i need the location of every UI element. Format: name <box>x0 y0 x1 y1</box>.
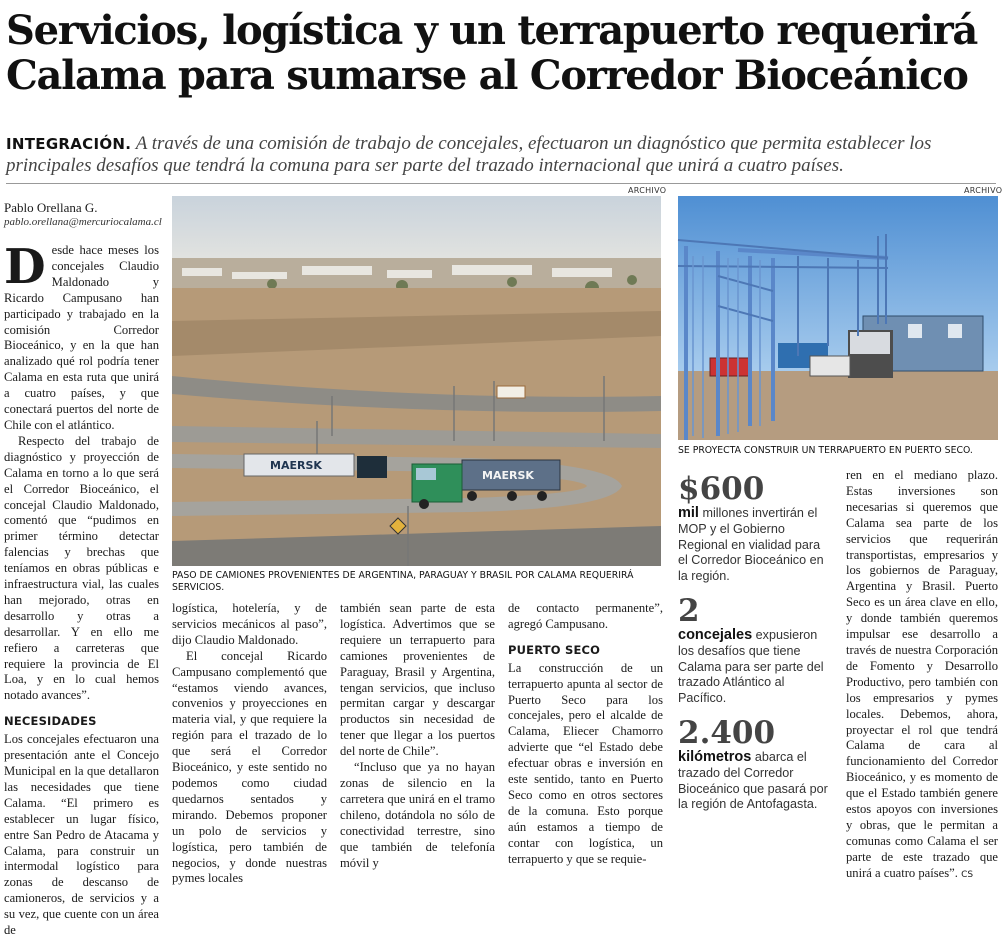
steel-frame-illustration <box>678 196 998 440</box>
fact-text: mil millones invertirán el MOP y el Gobierno Regional en vialidad para el Corredor Bioceánico en la región. <box>678 505 824 584</box>
deck-text: A través de una comisión de trabajo de concejales, efectuaron un diagnóstico que permita establecer los principales desafíos que tendrá la comuna para ser parte del trazado internacional que unirá a cuatro países. <box>6 133 932 176</box>
deck <box>6 133 996 177</box>
fact-text: kilómetros abarca el trazado del Corredor Bioceánico que pasará por la región de Antofagasta. <box>678 749 828 812</box>
article-paragraph: Los concejales efectuaron una presentación ante el Concejo Municipal en la que detallaron las necesidades que tiene Calama. “El primero es establecer un lugar físico, entre San Pedro de Atacama y Calama, para construir un intermodal logístico para zonas de descanso de camioneros, de servicios y a su vez, que cuente con un área de <box>4 732 159 938</box>
highway-trucks-photo <box>172 196 661 566</box>
article-paragraph: logística, hotelería, y de servicios mecánicos al paso”, dijo Claudio Maldonado. <box>172 601 327 647</box>
fact-figure: $600 <box>678 471 765 507</box>
fact-box <box>678 472 830 585</box>
deck-kicker: INTEGRACIÓN. <box>6 135 132 153</box>
byline-email[interactable]: pablo.orellana@mercuriocalama.cl <box>4 216 162 228</box>
section-heading-necesidades: NECESIDADES <box>4 714 97 729</box>
article-paragraph: La construcción de un terrapuerto apunta al sector de Puerto Seco para los concejales, pero el alcalde de Calama, Eliecer Chamorro advierte que “el Estado debe efectuar obras e inversión en este sentido, tanto en Puerto Seco como en otros sectores de la comuna. Esto porque aún estamos a tiempo de contar con logística, un terrapuerto y que se requie- <box>508 660 663 866</box>
terrapuerto-structure-photo <box>678 196 998 440</box>
photo-credit: ARCHIVO <box>628 186 667 195</box>
fact-figure: 2 <box>678 593 700 629</box>
article-column-3 <box>340 601 495 871</box>
article-column-4 <box>508 601 663 868</box>
header-rule <box>6 183 996 184</box>
container-label: MAERSK <box>482 469 534 482</box>
article-column-2 <box>172 601 327 887</box>
container-label: MAERSK <box>270 459 322 472</box>
article-paragraph: “Incluso que ya no hayan zonas de silencio en la carretera que unirá en el tramo chileno, dotándola no sólo de conectividad terrestre, sino que también de telefonía móvil y <box>340 760 495 870</box>
article-paragraph: de contacto permanente”, agregó Campusano. <box>508 601 663 631</box>
article-paragraph: Desde hace meses los concejales Claudio Maldonado y Ricardo Campusano han participado y trabajado en la comisión Corredor Bioceánico, y en la que han analizado qué rol podría tener Calama en esta ruta que unirá a cuatro países, y que conectará puertos del norte de Chile con el atlántico. <box>4 239 159 432</box>
article-paragraph: ren en el mediano plazo. Estas inversiones son necesarias si queremos que Calama sea parte de los servicios que requerirán transportistas, empresarios y los gobiernos de Paraguay, Argentina y Brasil. Puerto Seco es un área clave en ello, y donde también queremos impulsar ese desarrollo a través de nuestra Corporación de Fomento y Desarrollo Productivo, pero también con los empresarios y pymes locales. Debemos, ahora, proyectar el rol que tendrá Calama de cara al funcionamiento del Corredor Bioceánico, y es momento de que el Estado también genere estos apoyos con inversiones y obras, que le permitan a comunas como Calama el ser parte de este trazado que unirá a cuatro países”. CS <box>846 468 998 880</box>
fact-figure: 2.400 <box>678 715 776 751</box>
photo-caption: PASO DE CAMIONES PROVENIENTES DE ARGENTINA, PARAGUAY Y BRASIL POR CALAMA REQUERIRÁ SERVICIOS. <box>172 570 634 593</box>
byline-name: Pablo Orellana G. <box>4 200 98 215</box>
fact-box <box>678 716 830 813</box>
headline: Servicios, logística y un terrapuerto requerirá Calama para sumarse al Corredor Bioceánico <box>6 7 977 99</box>
article-column-6 <box>846 468 998 884</box>
article-paragraph: Respecto del trabajo de diagnóstico y proyección de Calama en torno a lo que será el Corredor Bioceánico, el concejal Claudio Maldonado, comentó que “pudimos en primer término detectar falencias y brechas que teníamos en obras públicas e infraestructura vial, las cuales han mejorado, otras en desarrollo y otras a desarrollar. Y en ello me refiero a carreteras que requiere la provincia de El Loa, y en lo cual hemos notado avances”. <box>4 433 159 703</box>
section-heading-puerto-seco: PUERTO SECO <box>508 642 601 657</box>
fact-text: concejales expusieron los desafíos que tiene Calama para ser parte del trazado Atlántico al Pacífico. <box>678 627 824 706</box>
article-paragraph: El concejal Ricardo Campusano complementó que “estamos viendo avances, convenios y proyecciones en materia vial, y que requiere la región para el trazado de lo que será el Corredor Bioceánico, y este sentido no podemos como ciudad quedarnos sentados y mirando. Debemos proponer un polo de servicios y logística, pero también de negocios, y donde nuestras pymes locales <box>172 648 327 886</box>
drop-cap: D <box>4 239 46 295</box>
article-paragraph: también sean parte de esta logística. Advertimos que se requiere un terrapuerto para camiones provenientes de Paraguay, Brasil y Argentina, tengan servicios, que incluso permitan cargar y descargar productos sin necesidad de tener que llegar a los puertos del norte de Chile”. <box>340 601 495 759</box>
end-mark: CS <box>961 869 974 880</box>
byline <box>4 200 164 229</box>
photo-caption: SE PROYECTA CONSTRUIR UN TERRAPUERTO EN PUERTO SECO. <box>678 445 973 456</box>
article-column-1 <box>4 239 159 939</box>
photo-credit: ARCHIVO <box>964 186 1002 195</box>
highway-trucks-illustration <box>172 196 661 566</box>
fact-box <box>678 594 830 707</box>
